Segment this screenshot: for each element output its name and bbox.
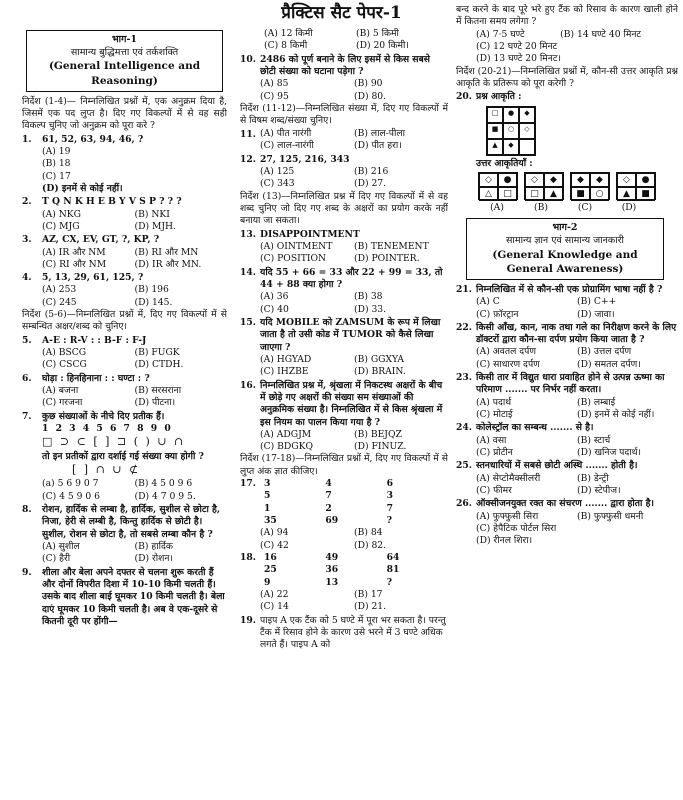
question-5: 5. A-E : R-V : : B-F : F-J [22,334,147,346]
options-q15 [240,354,448,379]
options-q1 [22,146,227,195]
option[interactable]: (D) रीनल शिरा। [476,535,533,547]
directions-11-12: निर्देश (11-12)—निम्नलिखित संख्या में, दिए गए विकल्पों में से विषम शब्द/संख्या चुनिए। [240,102,448,127]
part-title-english: (General Intelligence and Reasoning) [48,60,201,87]
options-q16 [240,429,448,454]
option[interactable]: (D) 13 घण्टे 20 मिनट। [476,53,562,65]
answer-figure-d[interactable]: ◇ ● ▲ ■ [616,172,656,200]
option[interactable]: (C) 8 किमी [264,40,308,52]
question-11: 11. [240,128,256,140]
option[interactable]: (C) MJG [42,220,80,232]
option[interactable]: (C) साधारण दर्पण [476,358,540,370]
option[interactable]: (a) 5 6 9 0 7 [42,478,99,490]
option[interactable]: (C) प्रोटीन [476,447,513,459]
option[interactable]: (C) BDGKQ [260,441,313,453]
option[interactable]: (D) IR और MN. [134,258,202,270]
part-number: भाग-2 [552,222,578,234]
options-q17 [240,527,448,552]
option[interactable]: (B) 17 [354,589,383,601]
option[interactable]: (D) FINUZ. [354,441,407,453]
options-q2 [22,209,227,234]
option[interactable]: (B) 4 5 0 9 6 [134,478,193,490]
question-2: 2. T Q N K H E B Y V S P ? ? ? [22,196,182,208]
option[interactable]: (B) डेन्ट्री [577,472,609,484]
option[interactable]: (A) 22 [260,589,289,601]
option[interactable]: (C) 12 घण्टे 20 मिनट [476,40,558,52]
option[interactable]: (A) सुशील [42,540,80,552]
option[interactable]: (C) POSITION [260,253,327,265]
option[interactable]: (D) 33. [354,303,387,315]
options-q8 [22,541,227,566]
question-figure [456,106,678,156]
option[interactable]: (A) फुफ्फुसी सिरा [476,510,539,522]
option[interactable]: (A) 253 [42,284,77,296]
question-8: 8. रोशन, हार्दिक से लम्बा है, हार्दिक, सुशील से छोटा है, निजा, हेरी से लम्बी है, किन्तु हार्दिक से छोटी है। सुशील, रोशन से छोटा है, तो सबसे लम्बा कौन है ? [22,503,221,540]
options-q22 [456,346,678,371]
option[interactable]: (B) लाल-पीला [354,127,405,139]
option[interactable]: (C) RI और NM [42,258,107,270]
question-22: 22. किसी आँख, कान, नाक तथा गले का निरीक्षण करने के लिए डॉक्टरों द्वारा कौन-सा दर्पण प्रयोग किया जाता है ? [456,321,677,346]
option[interactable]: (C) 95 [260,90,289,102]
option[interactable]: (D) स्टेपीज। [577,485,621,497]
option[interactable]: (D) 4 7 0 9 5. [134,490,196,502]
question-18-grid: 18. 16 49 64 25 36 81 9 13 ? [240,552,400,588]
option[interactable]: (B) 14 घण्टे 40 मिनट [560,28,642,40]
option[interactable]: (D) समतल दर्पण। [577,358,641,370]
option[interactable]: (C) 4 5 9 0 6 [42,490,101,502]
options-q13 [240,241,448,266]
option[interactable]: (C) हेपैटिक पोर्टल सिरा [476,523,557,535]
option[interactable]: (D) POINTER. [354,253,420,265]
option[interactable]: (B) फुफ्फुसी धमनी [577,510,644,522]
option[interactable]: (A) वसा [476,434,507,446]
option[interactable]: (A) 19 [42,145,71,157]
question-3: 3. AZ, CX, EV, GT, ?, KP, ? [22,234,160,246]
options-q26 [456,511,678,548]
option[interactable]: (B) 216 [354,165,389,177]
question-16: 16. निम्नलिखित प्रश्न में, श्रृंखला में निकटस्थ अक्षरों के बीच में छोड़े गए अक्षरों की संख्या सम संख्याओं की अनुक्रमिक संख्या है। निम्नलिखित में से किस श्रृंखला में इस नियम का पालन किया गया है ? [240,379,443,428]
option[interactable]: (C) 40 [260,303,289,315]
symbol-row: □ ⊃ ⊂ [ ] ⊐ ( ) ∪ ∩ [42,435,186,449]
question-7-text: तो इन प्रतीकों द्वारा दर्शाई गई संख्या क्या होगी ? [42,451,204,463]
option[interactable]: (C) मोटाई [476,409,513,421]
option[interactable]: (D) जावा। [577,308,615,320]
option[interactable]: (B) 90 [354,78,383,90]
answer-figures [456,172,678,200]
option[interactable]: (B) लम्बाई [577,396,616,408]
column-2 [240,28,448,800]
options-q5 [22,347,227,372]
option[interactable]: (A) बजना [42,385,79,397]
question-9: 9. शीला और बेला अपने दफ्तर से चलना शुरू करती हैं और दोनों विपरीत दिशा में 10-10 किमी चलती हैं। उसके बाद शीला बाई घूमकर 10 किमी चलती है। बेला दाएं घूमकर 10 किमी चलती है। अब वे एक-दूसरे से कितनी दूरी पर होंगी— [22,566,225,627]
options-q6 [22,385,227,410]
directions-20-21: निर्देश (20-21)—निम्नलिखित प्रश्नों में, कौन-सी उत्तर आकृति प्रश्न आकृति के प्रतिरूप को पूरा करेगी ? [456,65,678,89]
answer-figure-labels: (A) (B) (C) (D) [490,201,637,213]
option[interactable]: (C) 245 [42,296,77,308]
option[interactable]: (B) NKI [134,208,170,220]
option[interactable]: (A) NKG [42,208,81,220]
options-q3 [22,247,227,272]
options-q4 [22,284,227,309]
option[interactable]: (B) उत्तल दर्पण [577,346,632,358]
option[interactable]: (A) BSCG [42,347,87,359]
option[interactable]: (A) HGYAD [260,353,312,365]
part-title-hindi: सामान्य ज्ञान एवं सामान्य जानकारी [506,235,624,246]
part2-header [466,218,664,280]
options-q14 [240,291,448,316]
options-q21 [456,296,678,321]
options-q24 [456,435,678,460]
answer-figures-label: उत्तर आकृतियाँ : [476,157,533,169]
question-21: 21. निम्नलिखित में से कौन-सी एक प्रोग्रामिंग भाषा नहीं है ? [456,283,663,295]
question-10: 10. 2486 को पूर्ण बनाने के लिए इसमें से किस सबसे छोटी संख्या को घटाना पड़ेगा ? [240,53,430,77]
option[interactable]: (A) पदार्थ [476,396,512,408]
option[interactable]: (B) 5 किमी [356,28,399,39]
part1-header [26,30,223,92]
directions-5-6: निर्देश (5-6)—निम्नलिखित प्रश्नों में, दिए गए विकल्पों में से सम्बन्धित अक्षर/शब्द को चुनिए। [22,309,227,333]
option[interactable]: (A) अवतल दर्पण [476,346,536,358]
question-26: 26. ऑक्सीजनयुक्त रक्त का संचरण ....... द्वारा होता है। [456,498,654,510]
option[interactable]: (C) CSCG [42,359,87,371]
question-13: 13. DISAPPOINTMENT [240,228,360,240]
option[interactable]: (A) पीत नारंगी [260,127,312,139]
option[interactable]: (C) IHZBE [260,366,309,378]
part-title-hindi: सामान्य बुद्धिमत्ता एवं तर्कशक्ति [70,46,179,58]
option[interactable]: (B) TENEMENT [354,240,429,252]
question-15: 15. यदि MOBILE को ZAMSUM के रूप में लिखा जाता है तो उसी कोड में TUMOR को कैसे लिखा जाएगा ? [240,316,441,353]
option[interactable]: (C) 17 [42,170,71,182]
option[interactable]: (B) FUGK [134,347,180,359]
directions-13: निर्देश (13)—निम्नलिखित प्रश्न में दिए गए विकल्पों में से वह शब्द चुनिए जो दिए गए शब्द के अक्षरों का प्रयोग करके नहीं बनाया जा सकता। [240,190,448,227]
options-q11 [240,128,448,153]
option[interactable]: (D) पीटना। [134,397,176,409]
page-title: प्रैक्टिस सैट पेपर-1 [281,3,402,23]
directions-1-4: निर्देश (1-4)— निम्नलिखित प्रश्नों में, एक अनुक्रम दिया है, जिसमें एक पद लुप्त है। दिए गए विकल्पों में से वह सही विकल्प चुनिए जो अनुक्रम को पूरा करे ? [22,95,227,132]
answer-figure-b[interactable]: ◇ ◆ □ ▲ [524,172,564,200]
option[interactable]: (D) खनिज पदार्थ। [577,447,642,459]
question-7: 7. कुछ संख्याओं के नीचे दिए प्रतीक हैं। [22,410,165,422]
options-q18 [240,589,448,614]
option[interactable]: (A) 12 किमी [264,28,313,39]
option[interactable]: (A) 7·5 घण्टे [476,28,525,40]
option[interactable]: (A) OINTMENT [260,240,333,252]
question-14: 14. यदि 55 + 66 = 33 और 22 + 99 = 33, तो 44 + 88 क्या होगा ? [240,266,443,290]
question-24: 24. कोलेस्ट्रॉल का सम्बन्ध ....... से है। [456,422,594,434]
option[interactable]: (B) 196 [134,284,169,296]
option[interactable]: (C) 42 [260,539,289,551]
options-q19 [456,29,678,66]
option[interactable]: (D) इनमें से कोई नहीं। [42,182,123,194]
directions-17-18: निर्देश (17-18)—निम्नलिखित प्रश्नों में, दिए गए विकल्पों में से लुप्त अंक ज्ञात कीजिए। [240,453,448,477]
options-q12 [240,166,448,191]
question-25: 25. स्तनधारियों में सबसे छोटी अस्थि ....... होती है। [456,460,638,472]
options-q10 [240,78,448,103]
option[interactable]: (B) BEJQZ [354,428,402,440]
question-17-grid: 17. 3 4 6 5 7 3 1 2 7 35 69 ? [240,478,394,527]
option[interactable]: (D) BRAIN. [354,366,406,378]
option[interactable]: (B) 18 [42,158,71,170]
option[interactable]: (D) रोशन। [134,553,173,565]
column-3 [456,4,678,800]
option[interactable]: (D) पीत हरा। [354,140,402,152]
answer-figure-c[interactable]: ◆ ◆ ■ ○ [570,172,610,200]
option[interactable]: (D) 82. [354,539,387,551]
options-q9 [240,28,448,53]
option[interactable]: (A) 36 [260,291,289,303]
option[interactable]: (D) 80. [354,90,387,102]
option[interactable]: (C) 343 [260,178,295,190]
question-19: 19. पाइप A एक टैंक को 5 घण्टे में पूरा भर सकता है। परन्तु टैंक में रिसाव होने के कारण उसे भरने में 3 घण्टे अधिक लगते हैं। पाइप A को [240,614,446,651]
option[interactable]: (D) 20 किमी। [356,40,409,52]
option[interactable]: (C) गरजना [42,397,83,409]
option[interactable]: (B) हार्दिक [134,540,173,552]
option[interactable]: (B) 38 [354,291,383,303]
option[interactable]: (B) RI और MN [134,246,199,258]
option[interactable]: (C) फीमर [476,485,512,497]
option[interactable]: (D) CTDH. [134,359,184,371]
symbol-query: [ ] ∩ ∪ ⊄ [72,463,141,477]
question-4: 4. 5, 13, 29, 61, 125, ? [22,272,144,284]
option[interactable]: (A) सेप्टोमैक्सीलरी [476,472,541,484]
part-number: भाग-1 [111,34,138,45]
options-q23 [456,397,678,422]
options-q7 [22,478,227,503]
option[interactable]: (C) 14 [260,601,289,613]
question-23: 23. किसी तार में विद्युत धारा प्रवाहित होने से उत्पन्न ऊष्मा का परिमाण ....... पर निर्भर नहीं करता। [456,372,665,396]
option[interactable]: (A) 85 [260,78,289,90]
option[interactable]: (D) 21. [354,601,387,613]
option[interactable]: (C) लाल-नारंगी [260,140,314,152]
option[interactable]: (D) MJH. [134,220,176,232]
question-19-continued: बन्द करने के बाद पूरे भरे हुए टैंक को रिसाव के कारण खाली होने में कितना समय लगेगा ? [456,4,678,28]
option[interactable]: (A) 125 [260,165,295,177]
option[interactable]: (C) हैरी [42,553,71,565]
option[interactable]: (B) C++ [577,296,617,308]
question-1: 1. 61, 52, 63, 94, 46, ? [22,133,144,145]
option[interactable]: (A) C [476,296,500,308]
option[interactable]: (A) ADGJM [260,428,312,440]
option[interactable]: (A) IR और NM [42,246,106,258]
question-6: 6. घोड़ा : हिनहिनाना : : घण्टा : ? [22,372,150,384]
option[interactable]: (B) सरसराना [134,385,182,397]
question-20: 20. प्रश्न आकृति : [456,91,522,103]
option[interactable]: (D) 145. [134,296,173,308]
option[interactable]: (D) 27. [354,178,387,190]
option[interactable]: (B) GGXYA [354,353,405,365]
column-1 [22,28,227,800]
option[interactable]: (C) फ़ॉरट्रान [476,308,519,320]
option[interactable]: (D) इनमें से कोई नहीं। [577,409,655,421]
option[interactable]: (B) स्टार्च [577,434,611,446]
question-12: 12. 27, 125, 216, 343 [240,153,350,165]
options-q25 [456,473,678,498]
question-figure-grid: □ ● ◆ ■ ○ ◇ ▲ ◆ [486,106,536,156]
number-row: 1 2 3 4 5 6 7 8 9 0 [42,423,173,435]
answer-figure-a[interactable]: ◇ ● △ □ [478,172,518,200]
option[interactable]: (B) 84 [354,527,383,539]
part-title-english: (General Knowledge and General Awareness) [492,248,638,275]
option[interactable]: (A) 94 [260,527,289,539]
